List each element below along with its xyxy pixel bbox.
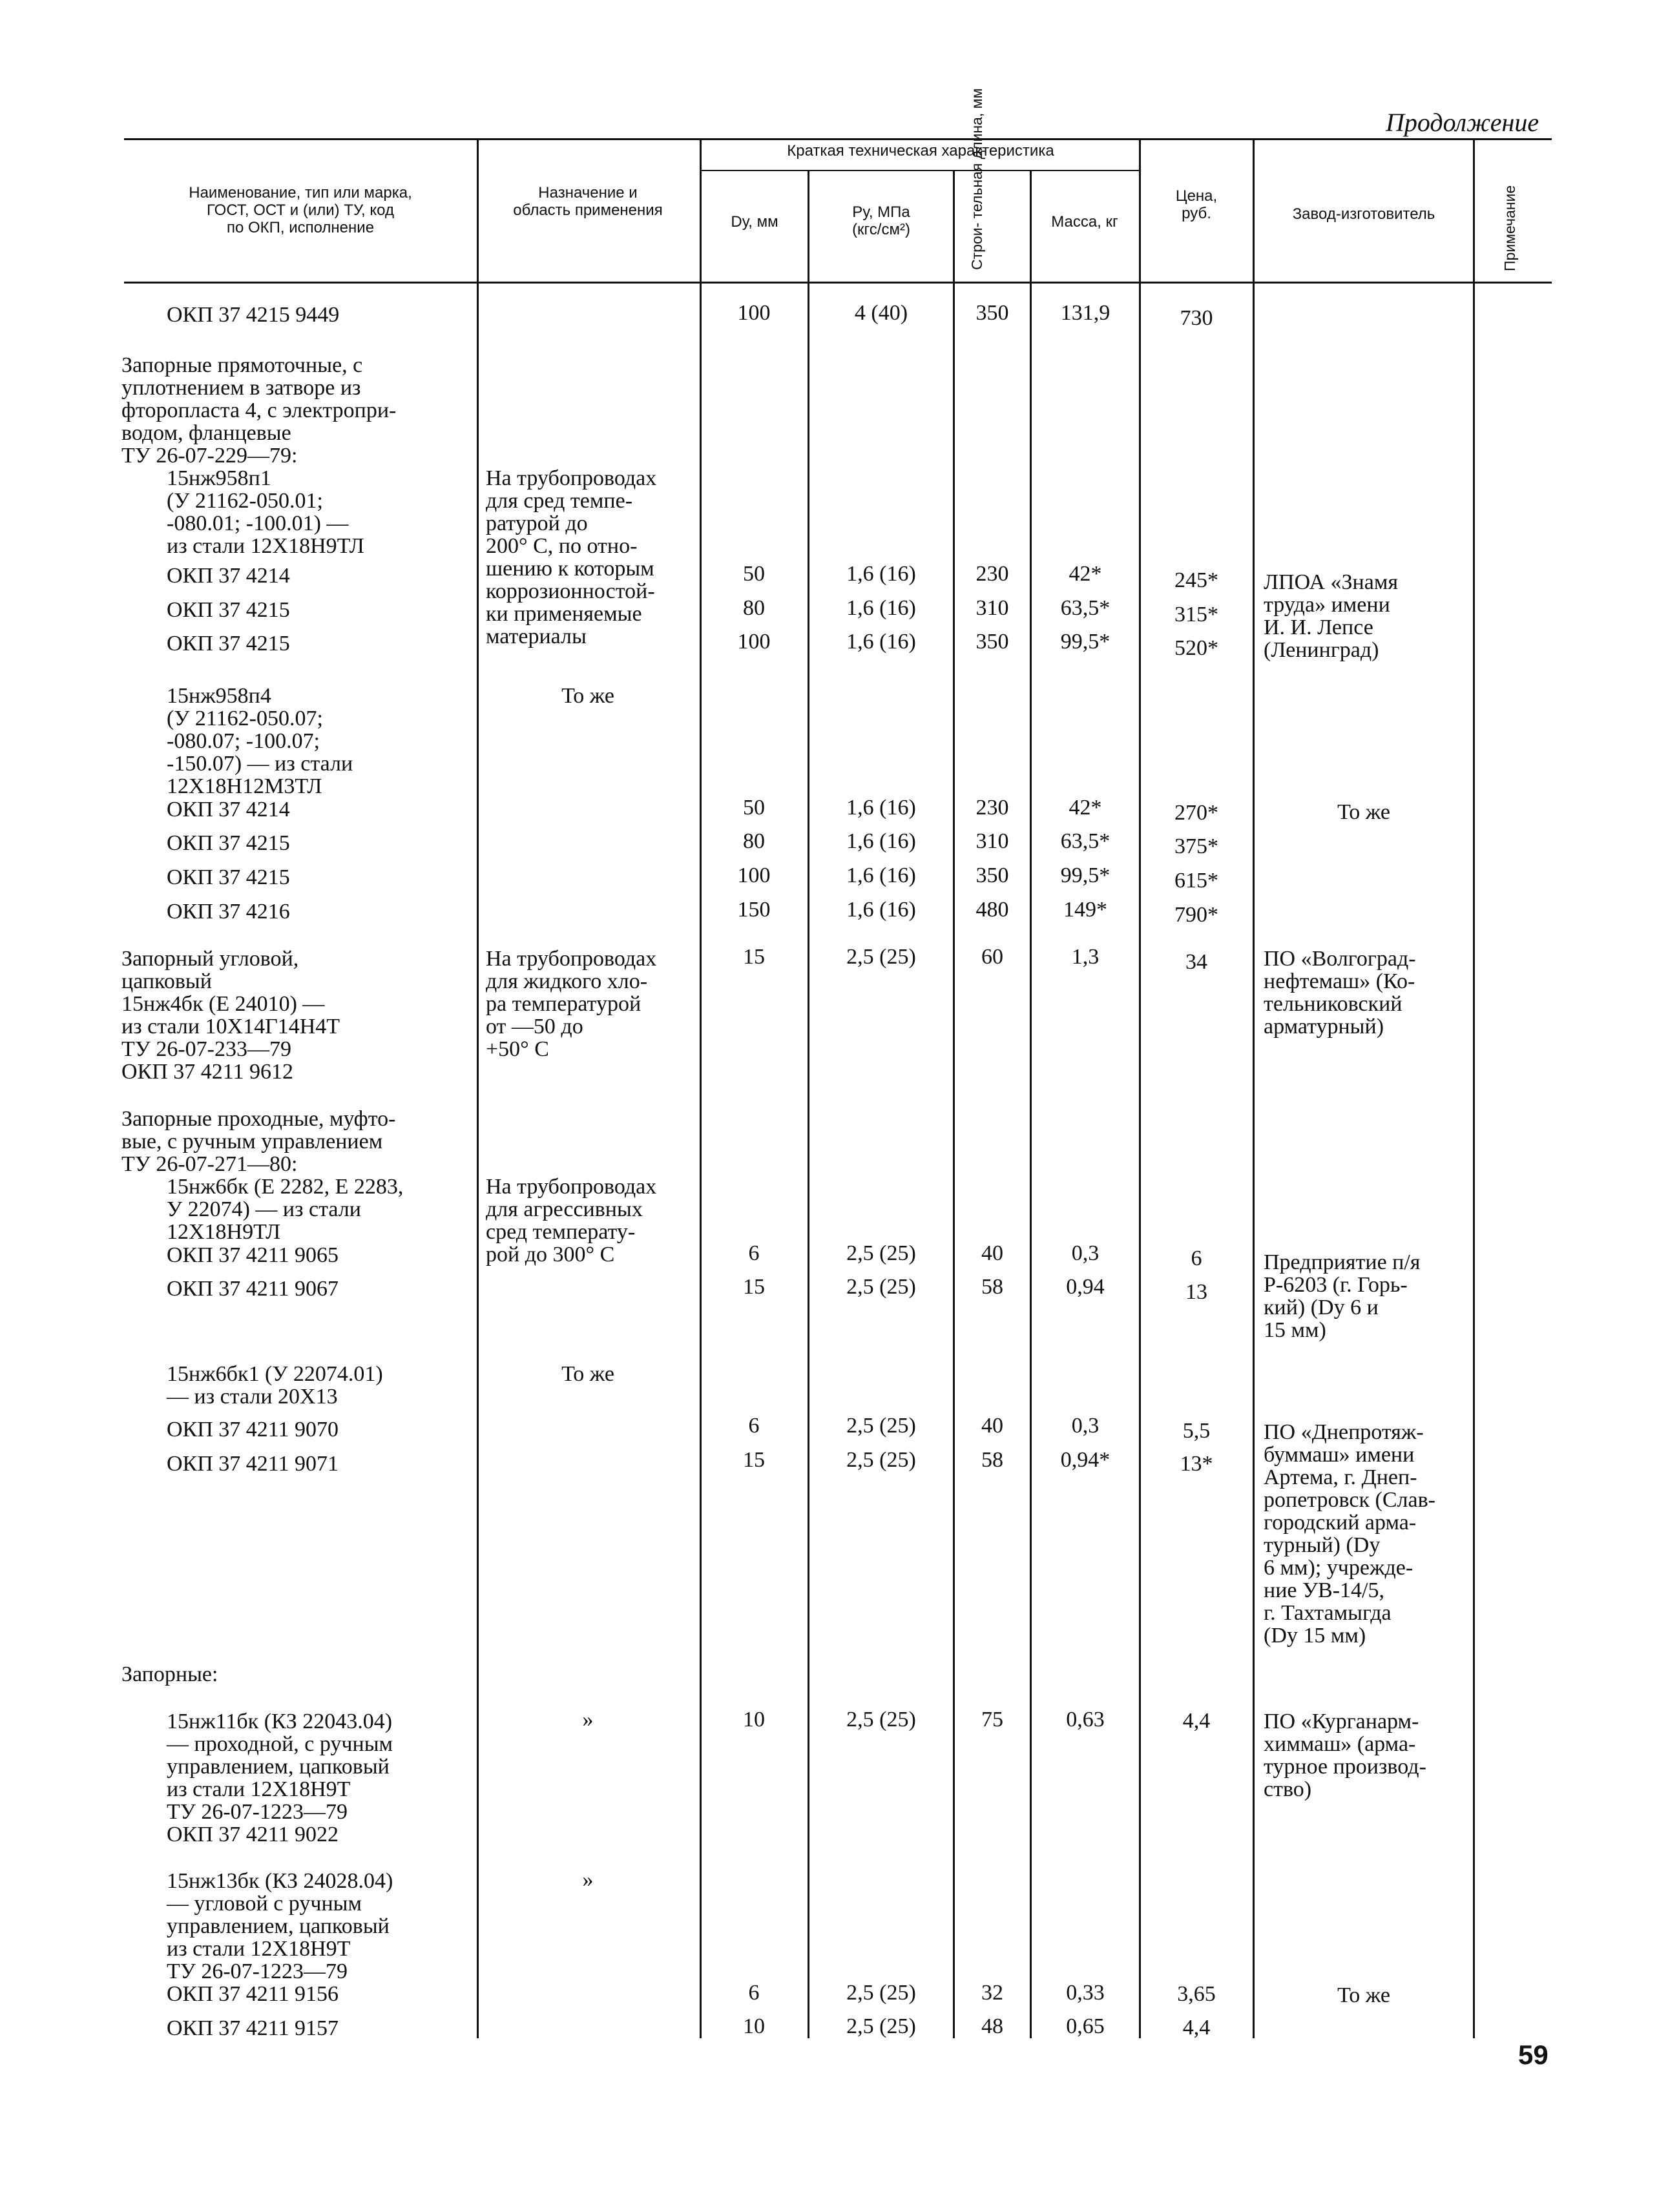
purpose-cell: »: [582, 1708, 594, 1731]
price-value: 270*: [1174, 801, 1218, 825]
name-cell: 15нж958п4 (У 21162-050.07; -080.07; -100.07; -150.07) — из стали 12Х18Н12М3ТЛ: [167, 684, 353, 798]
length-value: 58: [981, 1448, 1003, 1472]
name-cell: ОКП 37 4215: [167, 865, 290, 889]
mass-value: 0,65: [1066, 2014, 1105, 2038]
name-cell: 15нж6бк1 (У 22074.01) — из стали 20Х13: [167, 1362, 383, 1409]
py-value: 2,5 (25): [846, 1414, 916, 1438]
py-value: 1,6 (16): [846, 630, 916, 654]
length-value: 40: [981, 1414, 1003, 1438]
name-cell: Запорный угловой, цапковый 15нж4бк (Е 24010) — из стали 10Х14Г14Н4Т ТУ 26-07-233—79 ОКП 37 4211 9612: [121, 947, 340, 1084]
price-value: 375*: [1174, 834, 1218, 858]
row-r14: [0, 1981, 1253, 2005]
py-value: 2,5 (25): [846, 1708, 916, 1731]
header-tech-group: Краткая техническая характеристика: [787, 142, 1054, 160]
dy-value: 80: [743, 596, 765, 620]
length-value: 75: [981, 1708, 1003, 1731]
header-length-col: Строи- тельная длина, мм: [968, 88, 985, 270]
price-value: 730: [1180, 306, 1213, 330]
purpose-cell: »: [582, 1868, 594, 1892]
maker-cell: ПО «Волгоград- нефтемаш» (Ко- тельниковский арматурный): [1264, 947, 1416, 1039]
length-value: 32: [981, 1981, 1003, 2005]
mass-value: 0,3: [1071, 1241, 1100, 1265]
price-value: 4,4: [1182, 1709, 1211, 1733]
col-divider-4: [953, 171, 955, 2038]
maker-cell: ЛПОА «Знамя труда» имени И. И. Лепсе (Ленинград): [1264, 570, 1399, 662]
name-cell: 15нж13бк (КЗ 24028.04) — угловой с ручным управлением, цапковый из стали 12Х18Н9Т ТУ 26-07-1223—79: [167, 1869, 393, 1983]
py-value: 1,6 (16): [846, 596, 916, 620]
row-r6: [0, 863, 1253, 893]
mass-value: 99,5*: [1060, 630, 1111, 654]
row-r5: [0, 829, 1253, 858]
length-value: 350: [975, 301, 1009, 325]
row-r11: [0, 1414, 1253, 1443]
dy-value: 15: [743, 945, 765, 969]
dy-value: 10: [743, 2014, 765, 2038]
dy-value: 80: [743, 829, 765, 853]
mass-value: 149*: [1063, 898, 1107, 922]
py-value: 4 (40): [854, 301, 908, 325]
row-r7: [0, 898, 1253, 927]
price-value: 3,65: [1177, 1982, 1216, 2006]
row-r1: [0, 562, 1253, 592]
length-value: 48: [981, 2014, 1003, 2038]
row-r2: [0, 596, 1253, 626]
tech-group-rule: [700, 170, 1140, 171]
length-value: 310: [975, 596, 1009, 620]
price-value: 520*: [1174, 636, 1218, 660]
mass-value: 0,3: [1071, 1414, 1100, 1438]
col-divider-3: [808, 171, 809, 2038]
col-divider-7: [1253, 140, 1255, 2038]
name-cell: ОКП 37 4215: [167, 632, 290, 656]
price-value: 615*: [1174, 869, 1218, 893]
dy-value: 6: [748, 1981, 760, 2005]
name-cell: Запорные проходные, муфто- вые, с ручным управлением ТУ 26-07-271—80:: [121, 1107, 396, 1176]
name-cell: Запорные прямоточные, с уплотнением в затворе из фторопласта 4, с электропри- водом, фланцевые ТУ 26-07-229—79:: [121, 353, 397, 468]
name-cell: ОКП 37 4211 9156: [167, 1982, 339, 2006]
header-note-col: Примечание: [1501, 185, 1518, 271]
page-number: 59: [1518, 2040, 1549, 2070]
header-dy-col: Dу, мм: [731, 213, 778, 231]
mass-value: 99,5*: [1060, 863, 1111, 887]
purpose-cell: То же: [561, 1362, 614, 1386]
dy-value: 50: [743, 562, 765, 586]
header-mass-col: Масса, кг: [1051, 213, 1118, 231]
mass-value: 0,94: [1066, 1275, 1105, 1299]
py-value: 2,5 (25): [846, 945, 916, 969]
length-value: 230: [975, 796, 1009, 820]
name-cell: ОКП 37 4215: [167, 598, 290, 622]
mass-value: 131,9: [1060, 301, 1111, 325]
name-cell: ОКП 37 4214: [167, 798, 290, 822]
row-r9: [0, 1241, 1253, 1270]
col-divider-8: [1473, 140, 1475, 2038]
dy-value: 10: [743, 1708, 765, 1731]
dy-value: 50: [743, 796, 765, 820]
py-value: 1,6 (16): [846, 796, 916, 820]
py-value: 1,6 (16): [846, 562, 916, 586]
purpose-cell: На трубопроводах для жидкого хло- ра температурой от —50 до +50° С: [486, 947, 657, 1061]
mass-value: 42*: [1069, 562, 1102, 586]
name-cell: 15нж6бк (Е 2282, Е 2283, У 22074) — из стали 12Х18Н9ТЛ: [167, 1175, 404, 1244]
maker-cell: ПО «Днепротяж- буммаш» имени Артема, г. Днеп- ропетровск (Слав- городский арма- турный) (Dу 6 мм); учрежде- ние УВ-14/5, г. Тахтамыгда (Dу 15 мм): [1264, 1420, 1435, 1648]
price-value: 5,5: [1182, 1419, 1211, 1443]
dy-value: 15: [743, 1448, 765, 1472]
mass-value: 63,5*: [1060, 829, 1111, 853]
price-value: 6: [1191, 1246, 1202, 1270]
price-value: 34: [1185, 950, 1207, 974]
py-value: 1,6 (16): [846, 863, 916, 887]
row-r4: [0, 796, 1253, 825]
purpose-cell: То же: [561, 684, 614, 708]
row-r8: [0, 945, 1253, 974]
header-py-col: Pу, МПа (кгс/см²): [852, 203, 910, 238]
purpose-cell: На трубопроводах для агрессивных сред температу- рой до 300° С: [486, 1175, 657, 1266]
price-value: 13*: [1180, 1452, 1213, 1476]
name-cell: 15нж11бк (КЗ 22043.04) — проходной, с ручным управлением, цапковый из стали 12Х18Н9Т ТУ 26-07-1223—79 ОКП 37 4211 9022: [167, 1710, 393, 1846]
name-cell: ОКП 37 4215 9449: [167, 303, 340, 327]
header-bottom-rule: [124, 282, 1552, 284]
row-r10: [0, 1275, 1253, 1304]
mass-value: 63,5*: [1060, 596, 1111, 620]
py-value: 2,5 (25): [846, 1241, 916, 1265]
length-value: 60: [981, 945, 1003, 969]
py-value: 1,6 (16): [846, 898, 916, 922]
name-cell: Запорные:: [121, 1662, 218, 1686]
py-value: 1,6 (16): [846, 829, 916, 853]
name-cell: ОКП 37 4216: [167, 900, 290, 924]
row-r13: [0, 1708, 1253, 1731]
length-value: 40: [981, 1241, 1003, 1265]
name-cell: ОКП 37 4214: [167, 564, 290, 588]
header-maker-col: Завод-изготовитель: [1292, 205, 1435, 223]
dy-value: 150: [737, 898, 771, 922]
header-name-col: Наименование, тип или марка, ГОСТ, ОСТ и (или) ТУ, код по ОКП, исполнение: [189, 184, 412, 236]
price-value: 13: [1185, 1280, 1207, 1304]
length-value: 350: [975, 630, 1009, 654]
price-value: 4,4: [1182, 2016, 1211, 2040]
mass-value: 0,94*: [1060, 1448, 1111, 1472]
mass-value: 0,63: [1066, 1708, 1105, 1731]
col-divider-1: [477, 140, 479, 2038]
maker-cell: То же: [1337, 800, 1390, 824]
col-divider-6: [1139, 140, 1141, 2038]
header-price-col: Цена, руб.: [1175, 187, 1218, 222]
purpose-cell: На трубопроводах для сред темпе- ратурой до 200° С, по отно- шению к которым коррозионностой- ки применяемые материалы: [486, 466, 657, 648]
name-cell: ОКП 37 4211 9071: [167, 1452, 339, 1476]
row-r15: [0, 2015, 1253, 2038]
length-value: 310: [975, 829, 1009, 853]
length-value: 230: [975, 562, 1009, 586]
mass-value: 42*: [1069, 796, 1102, 820]
dy-value: 6: [748, 1241, 760, 1265]
row-r0: [0, 301, 1253, 330]
name-cell: ОКП 37 4211 9065: [167, 1243, 339, 1267]
name-cell: ОКП 37 4211 9070: [167, 1418, 339, 1442]
row-r12: [0, 1448, 1253, 1476]
py-value: 2,5 (25): [846, 1981, 916, 2005]
row-r3: [0, 630, 1253, 660]
dy-value: 6: [748, 1414, 760, 1438]
py-value: 2,5 (25): [846, 1275, 916, 1299]
py-value: 2,5 (25): [846, 1448, 916, 1472]
header-purpose-col: Назначение и область применения: [513, 184, 663, 219]
length-value: 480: [975, 898, 1009, 922]
col-divider-5: [1030, 171, 1032, 2038]
price-value: 790*: [1174, 903, 1218, 927]
maker-cell: То же: [1337, 1983, 1390, 2007]
dy-value: 100: [737, 630, 771, 654]
maker-cell: Предприятие п/я Р-6203 (г. Горь- кий) (Dу 6 и 15 мм): [1264, 1250, 1421, 1342]
maker-cell: ПО «Курганарм- химмаш» (арма- турное производ- ство): [1264, 1710, 1426, 1801]
py-value: 2,5 (25): [846, 2014, 916, 2038]
dy-value: 100: [737, 301, 771, 325]
price-value: 315*: [1174, 603, 1218, 626]
mass-value: 0,33: [1066, 1981, 1105, 2005]
name-cell: ОКП 37 4211 9067: [167, 1277, 339, 1301]
header-top-rule: [124, 138, 1552, 140]
col-divider-2: [700, 140, 702, 2038]
name-cell: 15нж958п1 (У 21162-050.01; -080.01; -100.01) — из стали 12Х18Н9ТЛ: [167, 466, 364, 558]
dy-value: 15: [743, 1275, 765, 1299]
continuation-label: Продолжение: [1386, 108, 1539, 137]
length-value: 350: [975, 863, 1009, 887]
length-value: 58: [981, 1275, 1003, 1299]
name-cell: ОКП 37 4215: [167, 831, 290, 855]
name-cell: ОКП 37 4211 9157: [167, 2016, 339, 2040]
dy-value: 100: [737, 863, 771, 887]
price-value: 245*: [1174, 568, 1218, 592]
mass-value: 1,3: [1071, 945, 1100, 969]
